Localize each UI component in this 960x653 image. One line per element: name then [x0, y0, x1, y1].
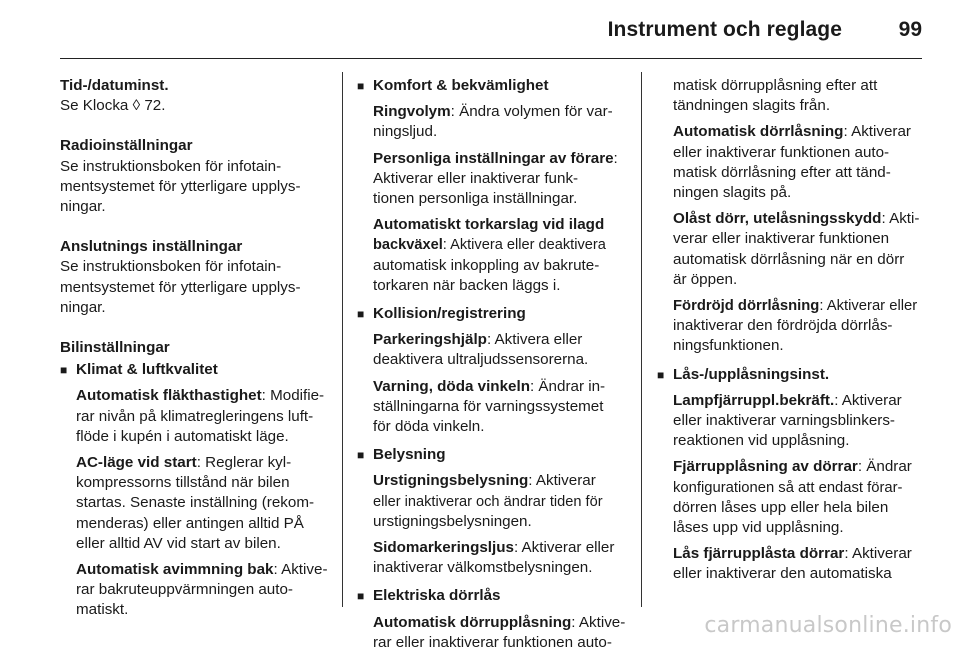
bullet-item: [357, 586, 627, 606]
bullet-heading: Belysning: [373, 446, 446, 464]
section-title: Bilinställningar: [60, 339, 170, 357]
body-text: ningar.: [60, 198, 106, 216]
setting-term: Fjärrupplåsning av dörrar: [673, 458, 858, 476]
setting-entry: Olåst dörr, utelåsningsskydd: Akti- verar eller inaktiverar funktionen automatisk dörrlåsning när en dörr är öppen.: [673, 210, 920, 288]
bullet-square-icon: ■: [357, 448, 365, 463]
setting-term: backväxel: [373, 237, 443, 254]
bullet-square-icon: ■: [657, 367, 665, 382]
column-divider-2: [641, 72, 642, 607]
bullet-item: [60, 360, 328, 380]
bullet-square-icon: ■: [357, 307, 365, 322]
bullet-item: [357, 304, 627, 324]
body-text: Se instruktionsboken för infotain-: [60, 157, 282, 175]
setting-term: Ringvolym: [373, 103, 451, 121]
bullet-square-icon: ■: [357, 79, 365, 93]
setting-entry-continued: matisk dörrupplåsning efter att tändningen slagits från.: [673, 77, 878, 115]
body-text: Se Klocka: [60, 97, 133, 115]
setting-entry: Automatisk fläkthastighet: Modifie- rar nivån på klimatregleringens luft- flöde i kupén i automatiskt läge.: [76, 387, 325, 445]
setting-term: Sidomarkeringsljus: [373, 539, 514, 557]
column-3: [657, 76, 927, 585]
bullet-heading: Klimat & luftkvalitet: [76, 361, 218, 379]
page-title: Instrument och reglage: [607, 18, 842, 41]
column-2: [357, 76, 627, 653]
bullet-square-icon: ■: [60, 363, 68, 378]
setting-term: AC-läge vid start: [76, 454, 197, 472]
setting-term: Lampfjärruppl.bekräft.: [673, 391, 835, 409]
bullet-heading: Elektriska dörrlås: [373, 587, 501, 605]
setting-term: Personliga inställningar av förare: [373, 149, 614, 167]
setting-entry: Lås fjärrupplåsta dörrar: Aktiverar eller inaktiverar den automatiska: [673, 545, 912, 583]
setting-entry: Automatisk dörrlåsning: Aktiverar eller inaktiverar funktionen auto- matisk dörrlåsning efter att tänd- ningen slagits på.: [673, 123, 911, 202]
setting-term: Urstigningsbelysning: [373, 472, 529, 490]
column-1: [60, 76, 328, 621]
section-radio-settings: [60, 136, 328, 217]
body-text: mentsystemet för ytterligare upplys-: [60, 278, 301, 296]
section-connection-settings: [60, 237, 328, 318]
setting-entry: Automatisk avimmning bak: Aktive- rar bakruteuppvärmningen auto- matiskt.: [76, 561, 328, 619]
setting-entry: Personliga inställningar av förare: Aktiverar eller inaktiverar funk- tionen personliga inställningar.: [373, 149, 618, 208]
setting-term: Automatiskt torkarslag vid ilagd: [373, 216, 605, 234]
section-title: Radioinställningar: [60, 137, 193, 155]
body-text: mentsystemet för ytterligare upplys-: [60, 177, 301, 195]
setting-term: Automatisk fläkthastighet: [76, 387, 262, 405]
setting-entry: Parkeringshjälp: Aktivera eller deaktivera ultraljudssensorerna.: [373, 331, 589, 369]
watermark-wordmark[interactable]: carmanualsonline.info: [704, 613, 952, 638]
arrow-ref-icon: ◊: [132, 97, 141, 115]
section-vehicle-settings: [60, 338, 328, 621]
setting-entry: Varning, döda vinkeln: Ändrar in- ställningarna för varningssystemet för döda vinkeln.: [373, 377, 606, 436]
bullet-item: [657, 365, 927, 385]
bullet-item: [357, 76, 627, 96]
section-title: Anslutnings inställningar: [60, 238, 243, 256]
setting-term: Lås fjärrupplåsta dörrar: [673, 545, 845, 563]
section-title: Tid-/datuminst.: [60, 77, 169, 94]
header-divider: [60, 58, 922, 59]
page-header: [0, 0, 960, 62]
setting-entry: Fördröjd dörrlåsning: Aktiverar eller inaktiverar den fördröjda dörrlås- ningsfunktionen.: [673, 298, 918, 355]
setting-entry: Automatiskt torkarslag vid ilagd backväxel: Aktivera eller deaktivera automatisk inkoppling av bakrute- torkaren när backen läggs i.: [357, 215, 627, 296]
setting-term: Parkeringshjälp: [373, 331, 487, 349]
setting-entry: AC-läge vid start: Reglerar kyl- kompressorns tillstånd när bilen startas. Senaste inställning (rekom- menderas) eller antingen alltid PÅ eller alltid AV vid start av bilen.: [76, 454, 315, 552]
section-time-date: [60, 76, 328, 116]
bullet-item: [357, 445, 627, 465]
setting-entry: Lampfjärruppl.bekräft.: Aktiverar eller inaktiverar varningsblinkers- reaktionen vid upplåsning.: [673, 391, 902, 450]
body-text: Se instruktionsboken för infotain-: [60, 258, 282, 276]
setting-entry: Sidomarkeringsljus: Aktiverar eller inaktiverar välkomstbelysningen.: [373, 539, 615, 577]
setting-entry: Automatisk dörrupplåsning: Aktive- rar eller inaktiverar funktionen auto-: [373, 613, 626, 651]
bullet-square-icon: ■: [357, 589, 365, 604]
page-ref[interactable]: 72.: [140, 97, 166, 115]
setting-term: Automatisk dörrupplåsning: [373, 613, 572, 631]
setting-term: Olåst dörr, utelåsningsskydd: [673, 210, 882, 228]
bullet-heading: Komfort & bekvämlighet: [373, 77, 549, 94]
setting-term: Automatisk avimmning bak: [76, 561, 274, 579]
page-number: 99: [898, 18, 922, 41]
setting-entry: Urstigningsbelysning: Aktiverar eller inaktiverar och ändrar tiden för urstigningsbelysningen.: [373, 472, 603, 530]
column-divider-1: [342, 72, 343, 607]
setting-term: Fördröjd dörrlåsning: [673, 298, 820, 315]
setting-entry: Ringvolym: Ändra volymen för var- ningsljud.: [373, 103, 613, 141]
setting-entry: Fjärrupplåsning av dörrar: Ändrar konfigurationen så att endast förar- dörren låses upp eller hela bilen låses upp vid upplåsning.: [673, 458, 912, 537]
setting-term: Automatisk dörrlåsning: [673, 123, 844, 141]
setting-term: Varning, döda vinkeln: [373, 377, 530, 395]
bullet-heading: Lås-/upplåsningsinst.: [673, 365, 830, 383]
body-text: ningar.: [60, 298, 106, 316]
bullet-heading: Kollision/registrering: [373, 305, 526, 323]
